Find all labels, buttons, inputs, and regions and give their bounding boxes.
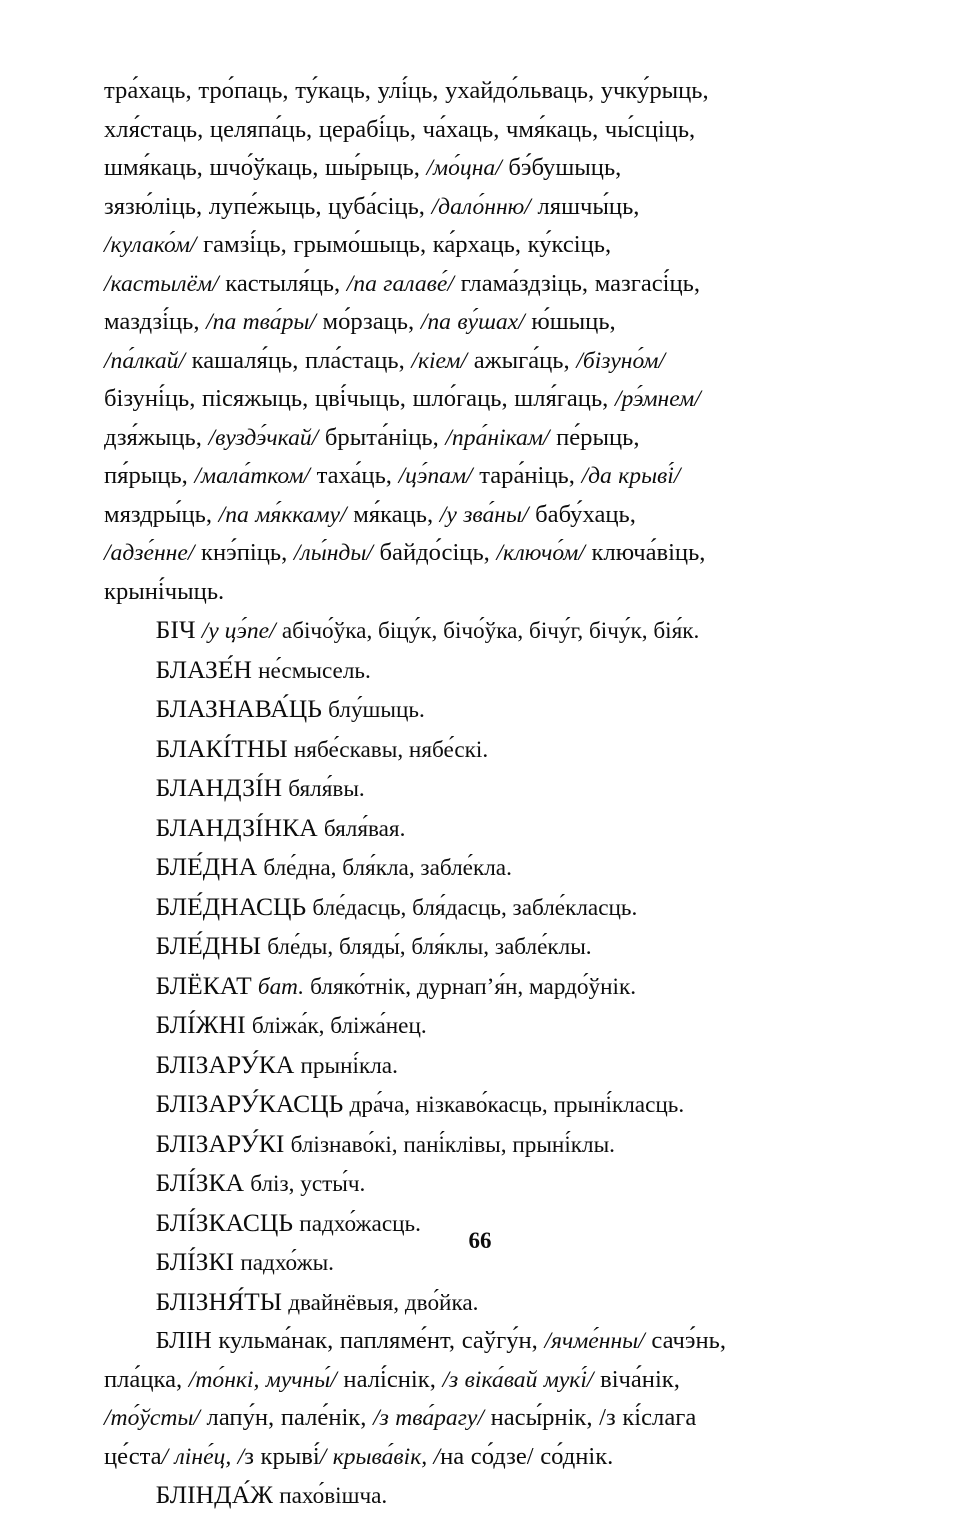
- entry-gloss: пахо́вішча.: [279, 1483, 388, 1509]
- dictionary-entry: [104, 1283, 874, 1323]
- para-line: маздзі́ць, /па тва́ры/ мо́рзаць, /па ву́шах/ ю́шыць,: [104, 308, 616, 335]
- para-line: /кастылём/ кастыля́ць, /па галаве́/ глама́здзіць, мазгасі́ць,: [104, 269, 701, 297]
- para-line: мяздры́ць, /па мя́ккаму/ мя́каць, /у зва́ны/ бабу́хаць,: [104, 500, 636, 528]
- entry-gloss: бле́дасць, бля́дасць, забле́класць.: [312, 894, 638, 921]
- blin-line: це́ста/ ліне́ц, /з крыві́/ крыва́вік, /на со́дзе/ со́днік.: [104, 1442, 614, 1470]
- para-line: тра́хаць, тро́паць, ту́каць, улі́ць, ухайдо́льваць, учку́рыць,: [104, 77, 709, 104]
- dictionary-entry: [104, 1476, 874, 1516]
- entry-headword: БЛАЗЕ́Н: [155, 654, 252, 684]
- entry-headword: БІЧ: [155, 615, 196, 644]
- entry-gloss: дра́ча, нізкаво́касць, прыні́класць.: [349, 1092, 685, 1118]
- dictionary-entry: [104, 1006, 874, 1046]
- para-line: дзя́жыць, /вуздэ́чкай/ брыта́ніць, /пра́нікам/ пе́рыць,: [104, 423, 640, 451]
- entry-headword: БЛІНДА́Ж: [155, 1480, 274, 1509]
- text-column: [104, 72, 874, 1516]
- dictionary-entry: [104, 1125, 874, 1165]
- dictionary-entry: [104, 651, 874, 691]
- dictionary-entry: [104, 690, 874, 730]
- entry-headword: БЛІ́ЗКА: [155, 1168, 245, 1197]
- dictionary-entry: [104, 848, 874, 888]
- para-line: пя́рыць, /мала́тком/ таха́ць, /цэ́пам/ тара́ніць, /да крыві́/: [104, 462, 681, 489]
- dictionary-entry: [104, 927, 874, 967]
- para-line: крыні́чыць.: [104, 577, 225, 605]
- entry-gloss: падхо́жасць.: [299, 1210, 421, 1237]
- entry-headword: БЛІЗНЯ́ТЫ: [155, 1286, 283, 1316]
- entry-headword: БЛАНДЗІ́НКА: [155, 812, 318, 842]
- dictionary-entry: [104, 1046, 874, 1086]
- entry-gloss: блізнаво́кі, пані́клівы, прыні́клы.: [290, 1131, 615, 1158]
- para-line: шмя́каць, шчо́ўкаць, шы́рыць, /мо́цна/ бэ́бушыць,: [104, 154, 622, 181]
- page-number: 66: [468, 1228, 492, 1253]
- entry-gloss: бле́дна, бля́кла, забле́кла.: [263, 855, 512, 881]
- blin-line: /то́ўсты/ лапу́н, пале́нік, /з тва́рагу/ насы́рнік, /з кі́слага: [104, 1404, 697, 1431]
- entry-headword: БЛІЗАРУ́КІ: [155, 1128, 285, 1158]
- entry-headword: БЛАКІ́ТНЫ: [155, 733, 288, 763]
- entry-headword: БЛІ́ЗКАСЦЬ: [155, 1207, 294, 1237]
- entry-headword: БЛІ́ЖНІ: [155, 1010, 246, 1039]
- entry-context: /у цэ́пе/: [201, 618, 276, 644]
- entry-gloss: бяля́вы.: [288, 776, 365, 802]
- dictionary-entry: [104, 1164, 874, 1204]
- entry-gloss: бляко́тнік, дурнап’я́н, мардо́ўнік.: [310, 973, 637, 1000]
- dictionary-entry: [104, 769, 874, 809]
- entry-gloss: прыні́кла.: [300, 1052, 398, 1079]
- entry-headword: БЛІЗАРУ́КАСЦЬ: [155, 1089, 344, 1118]
- dictionary-entry: [104, 809, 874, 849]
- entry-gloss: падхо́жы.: [240, 1250, 334, 1276]
- entry-gloss: бліжа́к, бліжа́нец.: [251, 1013, 427, 1039]
- entry-headword: БЛІ́ЗКІ: [155, 1247, 235, 1276]
- entry-gloss: не́смысель.: [258, 657, 371, 684]
- para-line: /адзе́нне/ кнэ́піць, /лы́нды/ байдо́сіць, /ключо́м/ ключа́віць,: [104, 539, 706, 566]
- dictionary-entry: [104, 1085, 874, 1125]
- dictionary-entry: [104, 611, 874, 651]
- blin-line: БЛІН кульма́нак, папляме́нт, саўгу́н, /ячме́нны/ сачэ́нь,: [155, 1327, 726, 1354]
- entry-headword: БЛАЗНАВА́ЦЬ: [155, 694, 322, 723]
- entry-headword: БЛЕ́ДНА: [155, 852, 258, 881]
- entry-headword: БЛЕ́ДНЫ: [155, 931, 262, 960]
- continued-paragraph: [104, 72, 874, 611]
- para-line: зязю́ліць, лупе́жыць, цуба́сіць, /дало́нню/ ляшчы́ць,: [104, 192, 640, 220]
- para-line: /кулако́м/ гамзі́ць, грымо́шыць, ка́рхаць, ку́ксіць,: [104, 231, 612, 258]
- entry-headword: БЛЕ́ДНАСЦЬ: [155, 891, 307, 921]
- entry-gloss: абічо́ўка, біцу́к, бічо́ўка, бічу́г, бічу́к, бія́к.: [281, 618, 700, 644]
- entry-headword: БЛАНДЗІ́Н: [155, 773, 283, 802]
- entry-gloss: двайнёвыя, дво́йка.: [288, 1289, 479, 1316]
- entry-headword: БЛІЗАРУ́КА: [155, 1049, 295, 1079]
- entry-gloss: нябе́скавы, нябе́скі.: [293, 736, 489, 763]
- entry-gloss: бле́ды, бляды́, бля́клы, забле́клы.: [267, 934, 592, 960]
- para-line: /па́лкай/ кашаля́ць, пла́стаць, /кіем/ ажыга́ць, /бізуно́м/: [104, 346, 666, 374]
- para-line: хля́стаць, целяпа́ць, церабі́ць, ча́хаць, чмя́каць, чы́сціць,: [104, 115, 696, 143]
- dictionary-entry: [104, 730, 874, 770]
- dictionary-entry: [104, 967, 874, 1007]
- entry-domain-abbr: бат.: [257, 973, 305, 1000]
- blin-entry: [104, 1322, 874, 1476]
- entry-headword: БЛЁКАТ: [155, 970, 252, 1000]
- entry-gloss: блу́шыць.: [328, 697, 425, 723]
- dictionary-entry: [104, 888, 874, 928]
- entry-gloss: бяля́вая.: [323, 815, 406, 842]
- para-line: бізуні́ць, пісяжыць, цві́чыць, шло́гаць, шля́гаць, /рэ́мнем/: [104, 385, 701, 412]
- entry-gloss: бліз, усты́ч.: [250, 1171, 366, 1197]
- blin-line: пла́цка, /то́нкі, мучны́/ налі́снік, /з віка́вай мукі́/ віча́нік,: [104, 1365, 680, 1393]
